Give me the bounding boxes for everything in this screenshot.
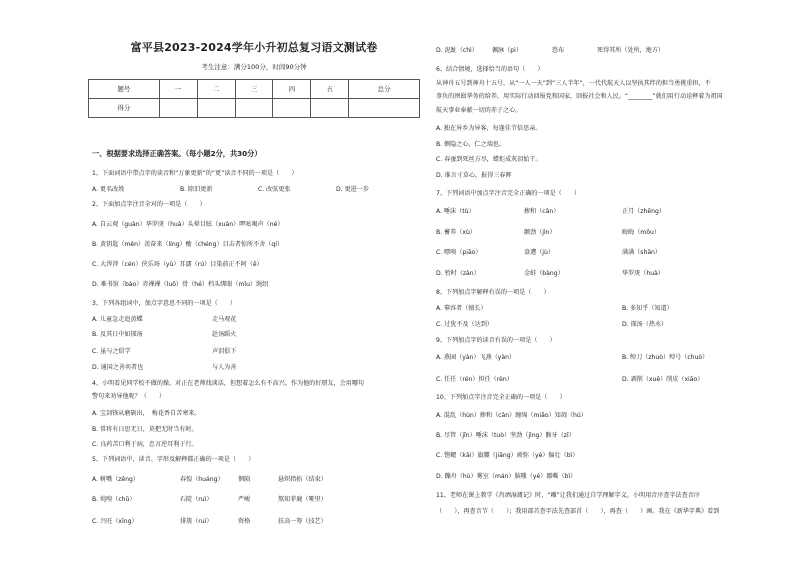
score-value-row <box>89 99 420 118</box>
question-text-line: C. 大涔涔（cén）侠乐场（yù）耳濡（rú）目染前正不阿（ē） <box>92 261 263 268</box>
question-text-line: B. 及其日中如探汤 <box>92 331 143 338</box>
exam-title: 富平县2023-2024学年小升初总复习语文测试卷 <box>130 41 378 54</box>
question-text-line: 事负的囹囵华务的给养，用实际行动回报党和国家，回报社会和人民。“________”就们用行动诠释着为祖国 <box>436 93 723 100</box>
question-text-line: B. 蓄养（xù） <box>436 229 476 236</box>
question-text-line: C. 改弦更张 <box>258 186 291 193</box>
question-text-line: 盎遭（jù） <box>524 249 554 256</box>
question-text-line: 2、下面加点字注音全对的一项是（ ） <box>92 201 206 208</box>
score-cell[interactable] <box>197 99 235 118</box>
question-text-line: B. 侧隐之心，仁之端也。 <box>436 141 505 148</box>
question-text-line: 赴汤蹈火 <box>212 331 237 338</box>
section-heading: 一、根据要求选择正确答案。（每小题2分，共30分） <box>92 149 262 158</box>
question-text-line: 春惶（huáng） <box>180 476 224 483</box>
question-text-line: D. 探汤（热水） <box>622 321 668 328</box>
question-text-line: 正月（zhēng） <box>622 208 665 215</box>
question-text-line: D. 更进一步 <box>336 186 369 193</box>
question-text-line: 6、结合情境，选择恰当的语句（ ） <box>436 66 544 73</box>
question-text-line: 8、下列加点字解释有误的一项是（ ） <box>436 289 550 296</box>
question-text-line: C. 春蚕到死丝方尽，蜡炬成灰泪始干。 <box>436 156 542 163</box>
score-header-cell: 五 <box>311 80 349 99</box>
question-text-line: （ ），再查音节（ ）；我用部首查字法先查部首（ ），再查（ ）画。我在《新华字典》看到 <box>436 508 720 515</box>
question-text-line: D. 难书馆（bào）赤裸裸（luǒ）骨（hé）档头绑眼（mǐu）绳绍 <box>92 281 269 288</box>
question-text-line: D. 暂时（zàn） <box>436 270 480 277</box>
question-text-line: 排簇（ruì） <box>180 518 213 525</box>
score-cell[interactable] <box>349 99 420 118</box>
question-text-line: A. 宝剑锋从磨砺出， 梅花香自苦寒来。 <box>92 410 201 417</box>
question-text-line: C. 任任（rén）担任（rèn） <box>436 376 513 383</box>
question-text-line: D. 蹦舟（hù）雾室（mán）脑嗤（yé）鄙嘶（bì） <box>436 473 577 480</box>
question-text-line: 熬知菲鹿（哑里） <box>278 496 327 503</box>
exam-notice: 考生注意：满分100分，时间90分钟 <box>201 63 307 71</box>
question-text-line: 恐布 <box>552 47 565 54</box>
question-text-line: A. 自云观（guàn）华罗庚（huà）头晕目眩（xuàn）啰吆喝声（né） <box>92 221 284 228</box>
question-text-line: 满满（shān） <box>622 249 662 256</box>
score-header-cell: 四 <box>273 80 311 99</box>
question-text-line: 死得其所（处所，地方） <box>597 47 665 54</box>
question-text-line: 徊陨 <box>238 476 251 483</box>
question-text-line: B. 除旧更新 <box>180 186 213 193</box>
question-text-line: B. 绰刀（zhuò）绰号（chuò） <box>622 354 709 361</box>
question-text-line: A. 摹容者（擅长） <box>436 305 487 312</box>
question-text-line: C. 铿鳃（kāi）旗腰（jiāng）顽弥（yè）倔壮（bì） <box>436 452 579 459</box>
question-text-line: C. 嘌嗅（piāo） <box>436 249 482 256</box>
question-text-line: 11、老师在课上教学《肖洒湿溉记》时，“雕”让我们通过自学理解字义。小明用音序查字法查音序 <box>436 492 700 499</box>
question-text-line: 5、下列词语中，读音、字形及解释都正确的一项是（ ） <box>92 456 255 463</box>
question-text-line: 10、下列加点字注音完全正确的一项是（ ） <box>436 394 566 401</box>
question-text-line: 警句来劝导他呢？（ ） <box>92 393 166 400</box>
question-text-line: 3、下列各组词中，加点字意思不同的一项是（ ） <box>92 300 237 307</box>
question-text-line: 晦晦（mǒu） <box>622 229 660 236</box>
question-text-line: A. 燕园（yàn）飞燕（yàn） <box>436 354 516 361</box>
question-text-line: 9、下列加点字的读音有误的一项是（ ） <box>436 337 556 344</box>
question-text-line: 华罗庚（huà） <box>622 270 664 277</box>
question-text-line: B. 黄钥匙（měn）羡奋来（líng）酸（chéng）目击者惊所不舍（qí） <box>92 241 284 248</box>
score-table <box>88 79 420 118</box>
question-text-line: B. 多知乎（知道） <box>622 305 673 312</box>
score-header-cell: 总分 <box>349 80 420 99</box>
question-text-line: A. 树嘴（zēng） <box>92 476 139 483</box>
question-text-line: 4、小明看见同学校不做的操，对正在老师找谈话，但想着怎么有不高兴。作为他的好朋友，会用哪句 <box>92 380 365 387</box>
score-header-cell: 二 <box>197 80 235 99</box>
question-text-line: 石陡（ruì） <box>180 496 213 503</box>
question-text-line: A. 独在异乡为异客，每逢佳节倍思亲。 <box>436 125 542 132</box>
question-text-line: C. 过犹不及（达到） <box>436 321 493 328</box>
question-text-line: 金蚌（bàng） <box>524 270 564 277</box>
question-text-line: 颤劲（jìn） <box>524 229 556 236</box>
question-text-line: 7、下列词语中加点字注音完全正确的一项是（ ） <box>436 190 581 197</box>
score-header-row <box>89 80 420 99</box>
question-text-line: 声泪俱下 <box>212 348 237 355</box>
question-text-line: B. 尽管（jǐn）唾沫（tuò）坚劲（jìng）骸牙（zī） <box>436 432 575 439</box>
score-cell[interactable] <box>235 99 273 118</box>
question-text-line: D. 谁言寸草心，报得三春晖 <box>436 172 512 179</box>
question-text-line: C. 良药苦口利于病，忠言逆耳利于行。 <box>92 441 198 448</box>
question-text-line: D. 泥趾（chì） <box>436 47 478 54</box>
question-text-line: 1、下面词语中带点字的读音和“万象更新”的“更”读音不同的一项是（ ） <box>92 170 298 177</box>
score-cell[interactable] <box>273 99 311 118</box>
question-text-line: A. 儿童急走追黄蝶 <box>92 316 143 323</box>
question-text-line: 从神舟五号到神舟十五号，从“一人一天”到“三人半年”，一代代航天人以坚执其绊的担当勇挑重担，不 <box>436 80 711 87</box>
score-header-cell: 三 <box>235 80 273 99</box>
question-text-line: 悬炽指掐（结束） <box>278 476 327 483</box>
question-text-line: 扶高一筹（技艺） <box>278 518 327 525</box>
question-text-line: D. 通国之善奕者也 <box>92 364 144 371</box>
question-text-line: 资格 <box>238 518 251 525</box>
question-text-line: A. 混乱（hùn）掺和（cān）缠绵（miǎo）知凋（hú） <box>436 412 587 419</box>
score-cell[interactable] <box>311 99 349 118</box>
question-text-line: A. 唾沫（tù） <box>436 208 475 215</box>
question-text-line: 掺和（cān） <box>524 208 560 215</box>
question-text-line: C. 虽与之俱学 <box>92 348 131 355</box>
question-text-line: 走马观花 <box>212 316 237 323</box>
question-text-line: C. 兴旺（xīng） <box>92 518 138 525</box>
question-text-line: 与人为善 <box>212 364 237 371</box>
question-text-line: B. 炖嗅（chǔ） <box>92 496 136 503</box>
score-header-cell: 题号 <box>89 80 160 99</box>
question-text-line: 严峻 <box>238 496 251 503</box>
question-text-line: B. 常将有日思无日，莫把无时当有时。 <box>92 426 198 433</box>
question-text-line: 航天事业奉献一切的赤子之心。 <box>436 107 522 114</box>
score-row-label: 得分 <box>89 99 160 118</box>
question-text-line: A. 更名改姓 <box>92 186 125 193</box>
question-text-line: D. 剥削（xuē）削皮（xiāo） <box>622 376 704 383</box>
question-text-line: 佩脉（pì） <box>492 47 522 54</box>
score-header-cell: 一 <box>159 80 197 99</box>
score-cell[interactable] <box>159 99 197 118</box>
